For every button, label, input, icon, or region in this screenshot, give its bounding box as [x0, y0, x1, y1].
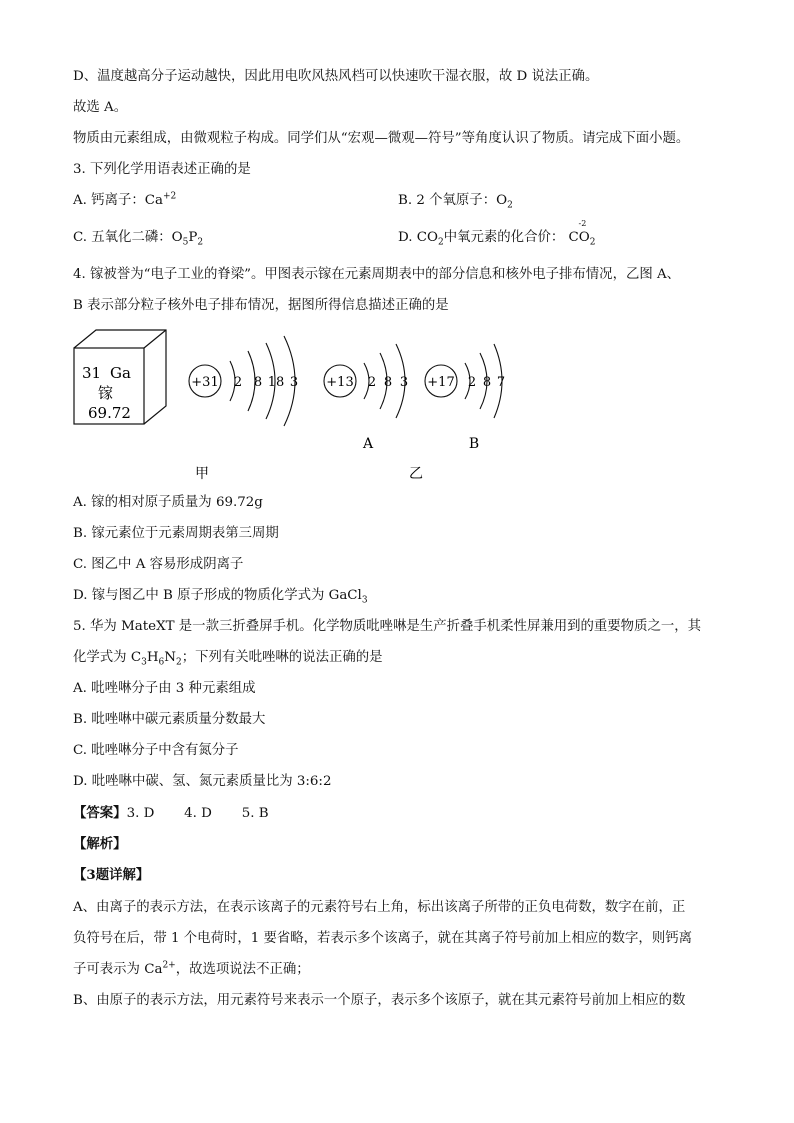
ga-nucleus-charge: +31 [191, 375, 219, 390]
a-shell-3: 3 [399, 375, 409, 390]
q3-option-a: A. 钙离子：$Ca^{+2}$ [73, 191, 177, 208]
ga-shell-4: 3 [289, 375, 299, 390]
b-shell-1: 2 [467, 375, 477, 390]
a-shell-1: 2 [367, 375, 377, 390]
ga-shell-3: 18 [267, 375, 285, 390]
cell-symbol: Ga [110, 364, 131, 382]
answer-line [73, 804, 269, 823]
valence-formula: -2 $CO_2$ [568, 219, 596, 248]
analysis-label: 【解析】 [73, 836, 127, 852]
b-shell-3: 7 [496, 375, 506, 390]
q4-option-d: D. 镓与图乙中 B 原子形成的物质化学式为 GaCl$_3$ [73, 588, 368, 606]
b-shell-2: 8 [482, 375, 492, 390]
group-stem: 物质由元素组成，由微观粒子构成。同学们从“宏观—微观—符号”等角度认识了物质。请完成下面小题。 [73, 131, 690, 146]
label-a: A [362, 436, 374, 452]
label-yi: 乙 [409, 466, 423, 482]
q5-option-a: A. 吡唑啉分子由 3 种元素组成 [73, 681, 256, 696]
b-nucleus-charge: +17 [427, 375, 455, 390]
cell-atomic-number: 31 [82, 364, 102, 382]
ga-shell-1: 2 [233, 375, 243, 390]
q3-title: 3. 下列化学用语表述正确的是 [73, 162, 251, 177]
q5-stem-line1: 5. 华为 MateXT 是一款三折叠屏手机。化学物质吡唑啉是生产折叠手机柔性屏兼用到的重要物质之一，其 [73, 619, 702, 634]
q5-option-d: D. 吡唑啉中碳、氢、氮元素质量比为 3:6:2 [73, 774, 332, 789]
answer-text: 3. D 4. D 5. B [126, 806, 269, 821]
q3-option-b: B. 2 个氧原子：$O_2$ [398, 193, 513, 211]
label-jia: 甲 [195, 466, 209, 482]
analysis-para-2: 负符号在后，带 1 个电荷时，1 要省略，若表示多个该离子，就在其离子符号前加上相应的数字，则钙离 [73, 931, 692, 946]
q5-option-b: B. 吡唑啉中碳元素质量分数最大 [73, 712, 266, 727]
answer-label: 【答案】 [73, 805, 127, 821]
atom-structure-diagram [70, 326, 510, 486]
q4-option-a: A. 镓的相对原子质量为 69.72g [73, 495, 263, 510]
q3-option-c: C. 五氧化二磷：$O_5P_2$ [73, 230, 204, 248]
ga-shell-2: 8 [253, 375, 263, 390]
q5-stem-line2: 化学式为 $C_3H_6N_2$；下列有关吡唑啉的说法正确的是 [73, 650, 383, 668]
option-d-explanation: D、温度越高分子运动越快，因此用电吹风热风档可以快速吹干湿衣服，故 D 说法正确。 [73, 69, 599, 84]
q4-stem-line2: B 表示部分粒子核外电子排布情况，据图所得信息描述正确的是 [73, 298, 449, 313]
analysis-para-3: 子可表示为 $Ca^{2+}$，故选项说法不正确； [73, 960, 310, 977]
analysis-para-4: B、由原子的表示方法，用元素符号来表示一个原子，表示多个该原子，就在其元素符号前加上相应的数 [73, 993, 686, 1008]
analysis-para-1: A、由离子的表示方法，在表示该离子的元素符号右上角，标出该离子所带的正负电荷数，数字在前，正 [73, 900, 686, 915]
q4-option-b: B. 镓元素位于元素周期表第三周期 [73, 526, 279, 541]
cell-atomic-mass: 69.72 [88, 404, 131, 422]
cell-element-name: 镓 [98, 384, 114, 402]
q3-option-d: D. $CO_2$中氧元素的化合价： -2 $CO_2$ [398, 219, 596, 248]
q4-option-c: C. 图乙中 A 容易形成阴离子 [73, 557, 244, 572]
q4-stem-line1: 4. 镓被誉为“电子工业的脊梁”。甲图表示镓在元素周期表中的部分信息和核外电子排布情况，乙图 A、 [73, 267, 681, 282]
q5-option-c: C. 吡唑啉分子中含有氮分子 [73, 743, 239, 758]
a-shell-2: 8 [383, 375, 393, 390]
a-nucleus-charge: +13 [326, 375, 354, 390]
choose-answer: 故选 A。 [73, 100, 128, 115]
q3-detail-label: 【3题详解】 [73, 867, 150, 883]
label-b: B [468, 436, 480, 452]
q4-figure [70, 326, 510, 486]
